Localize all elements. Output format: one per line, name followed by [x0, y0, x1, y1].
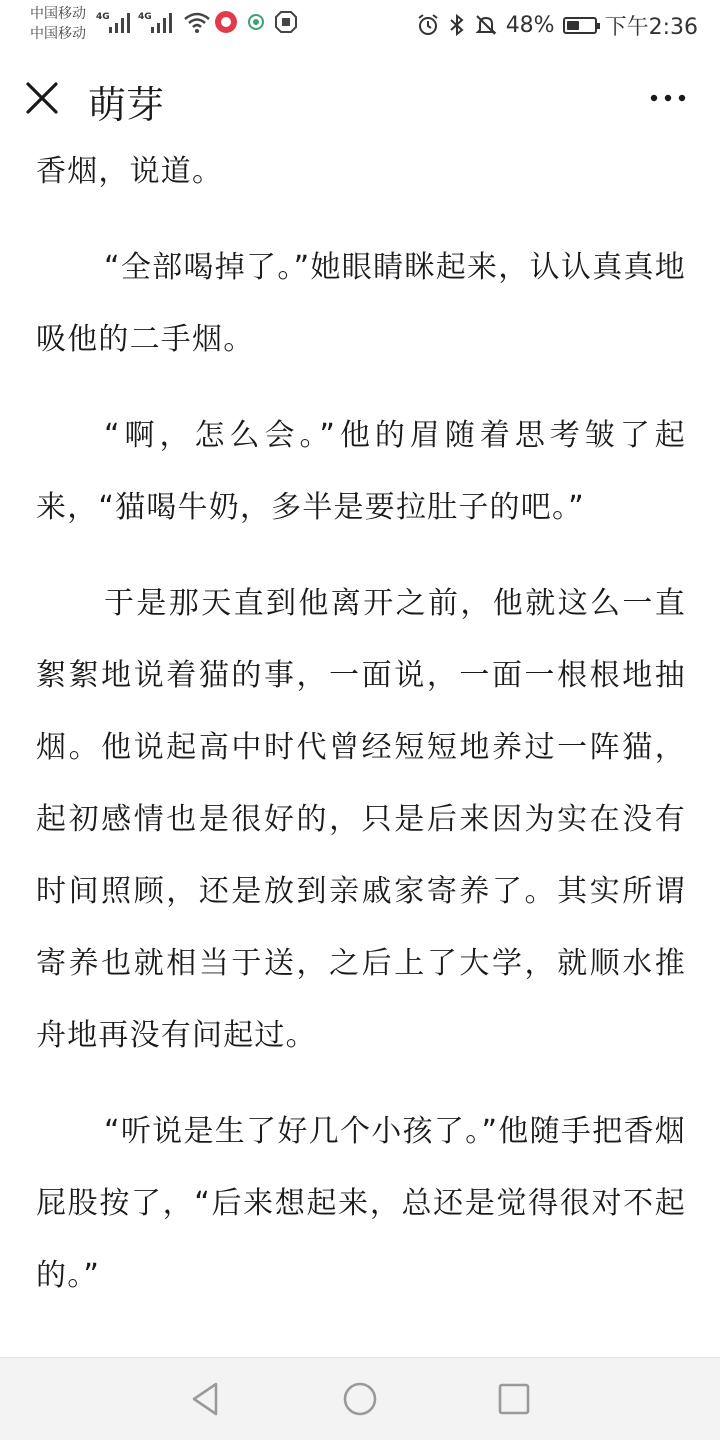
- battery-tip: [597, 23, 600, 29]
- carrier-2: 中国移动: [30, 26, 86, 42]
- mute-icon: [474, 13, 498, 37]
- clock: 下午2:36: [604, 14, 698, 40]
- app-notification-icon: [214, 10, 238, 34]
- signal-icon: [108, 10, 132, 34]
- app-header: [0, 50, 720, 146]
- network-type-1: 4G: [96, 12, 110, 22]
- alarm-icon: [416, 13, 440, 37]
- article-paragraph: 香烟，说道。: [36, 154, 224, 189]
- signal-icon: [150, 10, 174, 34]
- article-paragraph: “听说是生了好几个小孩了。”他随手把香烟屁股按了，“后来想起来，总还是觉得很对不起的。”: [36, 1114, 686, 1293]
- battery-fill: [567, 21, 579, 30]
- vpn-icon: [246, 10, 266, 34]
- article-paragraph: 于是那天直到他离开之前，他就这么一直絮絮地说着猫的事，一面说，一面一根根地抽烟。他说起高中时代曾经短短地养过一阵猫，起初感情也是很好的，只是后来因为实在没有时间照顾，还是放到亲戚家寄养了。其实所谓寄养也就相当于送，之后上了大学，就顺水推舟地再没有问起过。: [36, 586, 686, 1053]
- bluetooth-icon: [448, 13, 466, 37]
- article-paragraph: “啊，怎么会。”他的眉随着思考皱了起来，“猫喝牛奶，多半是要拉肚子的吧。”: [36, 418, 686, 525]
- network-type-2: 4G: [138, 12, 152, 22]
- more-icon[interactable]: [646, 80, 690, 116]
- status-bar: [0, 0, 720, 50]
- status-right: [416, 10, 698, 40]
- article-body[interactable]: [36, 136, 686, 1356]
- close-icon[interactable]: [22, 78, 62, 118]
- battery-percent: 48%: [505, 12, 555, 38]
- page-title: 萌芽: [88, 83, 165, 127]
- shield-icon: [274, 10, 298, 34]
- recents-icon[interactable]: [494, 1379, 534, 1419]
- wifi-icon: [183, 10, 211, 34]
- article-paragraph: “全部喝掉了。”她眼睛眯起来，认认真真地吸他的二手烟。: [36, 250, 686, 357]
- battery-icon: [563, 17, 597, 34]
- back-icon[interactable]: [186, 1379, 226, 1419]
- home-icon[interactable]: [340, 1379, 380, 1419]
- navigation-bar: [0, 1357, 720, 1440]
- carrier-1: 中国移动: [30, 6, 86, 22]
